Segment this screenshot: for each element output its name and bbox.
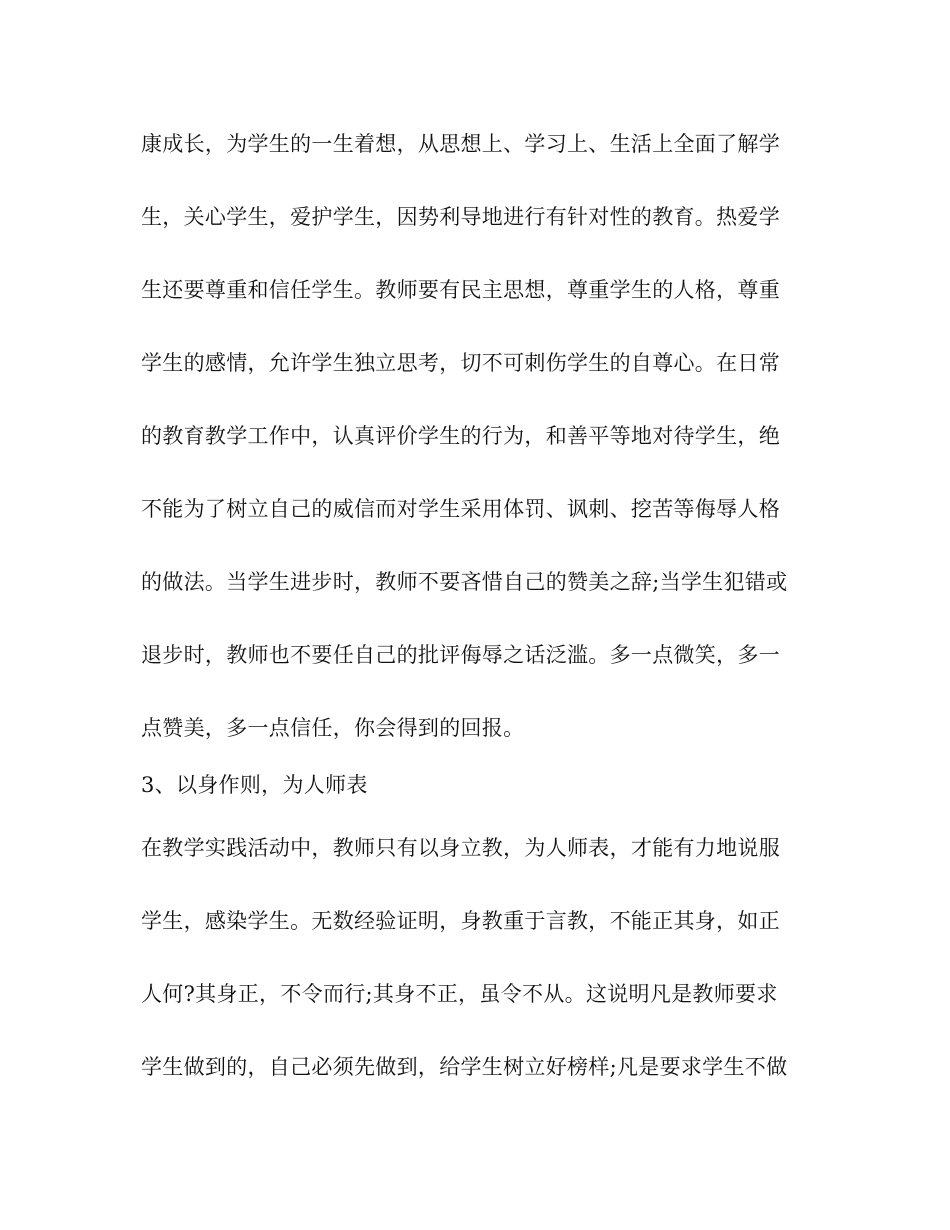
paragraph-line: 康成长，为学生的一生着想，从思想上、学习上、生活上全面了解学: [141, 132, 780, 156]
paragraph-line: 学生做到的，自己必须先做到，给学生树立好榜样;凡是要求学生不做: [141, 1055, 788, 1079]
paragraph-line: 学生的感情，允许学生独立思考，切不可刺伤学生的自尊心。在日常: [141, 351, 780, 375]
paragraph-line: 人何?其身正，不令而行;其身不正，虽令不从。这说明凡是教师要求: [141, 982, 778, 1006]
paragraph-line: 的做法。当学生进步时，教师不要吝惜自己的赞美之辞;当学生犯错或: [141, 570, 788, 594]
paragraph-line: 退步时，教师也不要任自己的批评侮辱之话泛滥。多一点微笑，多一: [141, 643, 780, 667]
paragraph-line: 学生，感染学生。无数经验证明，身教重于言教，不能正其身，如正: [141, 909, 780, 933]
section-heading: 3、以身作则，为人师表: [141, 773, 368, 797]
paragraph-line: 生，关心学生，爱护学生，因势利导地进行有针对性的教育。热爱学: [141, 205, 780, 229]
paragraph-line: 生还要尊重和信任学生。教师要有民主思想，尊重学生的人格，尊重: [141, 278, 780, 302]
paragraph-line: 不能为了树立自己的威信而对学生采用体罚、讽刺、挖苦等侮辱人格: [141, 497, 780, 521]
paragraph-line: 的教育教学工作中，认真评价学生的行为，和善平等地对待学生，绝: [141, 424, 780, 448]
paragraph-line: 点赞美，多一点信任，你会得到的回报。: [141, 716, 525, 740]
paragraph-line: 在教学实践活动中，教师只有以身立教，为人师表，才能有力地说服: [141, 836, 780, 860]
